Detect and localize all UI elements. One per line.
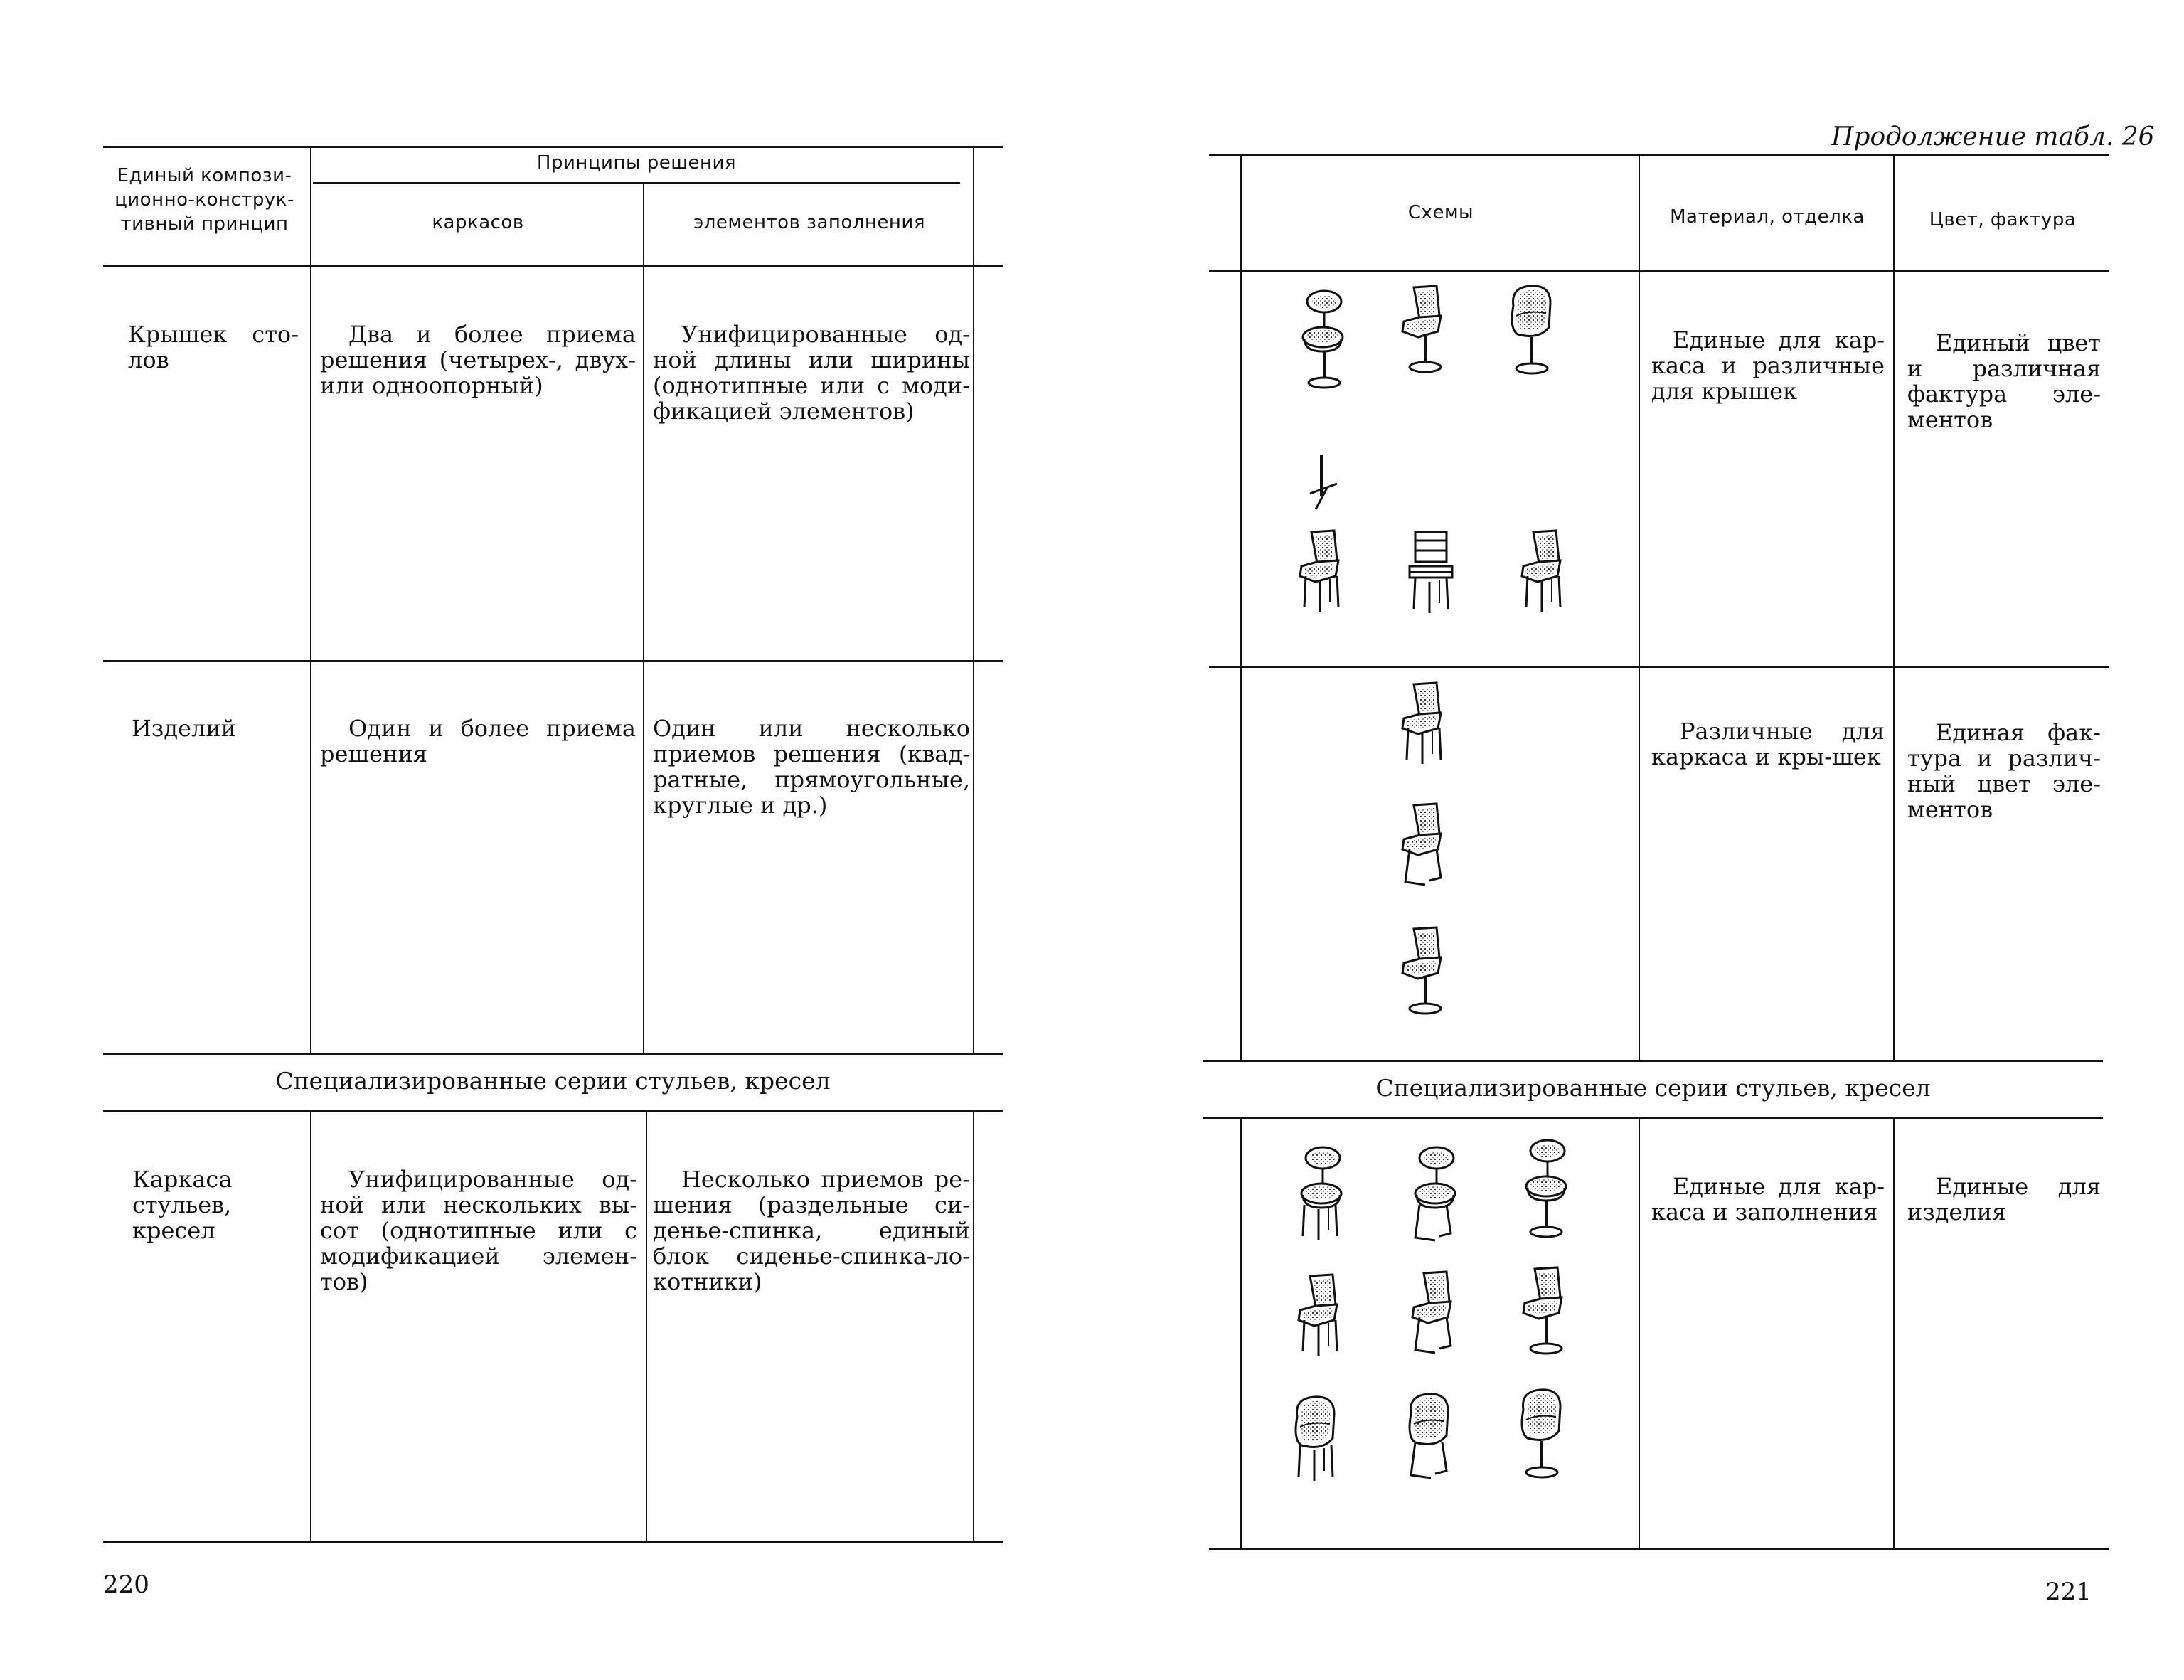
col-divider-1 bbox=[310, 146, 311, 1053]
row1-principle: Крышек сто-лов bbox=[128, 321, 299, 373]
sled-chair-icon bbox=[1398, 802, 1455, 909]
row2-principle: Изделий bbox=[132, 715, 236, 742]
chair-sled-icon bbox=[1408, 1270, 1465, 1377]
slatted-chair-icon bbox=[1407, 529, 1464, 636]
table-top-rule bbox=[103, 146, 1003, 148]
r-section-title: Специализированные серии стульев, кресел bbox=[1375, 1074, 1931, 1102]
r-section-color: Единые для изделия bbox=[1907, 1173, 2101, 1226]
section-row-principle: Каркаса стульев, кресел bbox=[132, 1166, 233, 1244]
stool-sled-icon bbox=[1408, 1145, 1465, 1259]
r-section-material: Единые для кар-каса и заполнения bbox=[1651, 1173, 1885, 1226]
armchair-pedestal-icon bbox=[1516, 1388, 1573, 1502]
pedestal-chair-icon bbox=[1398, 285, 1455, 398]
r-header-schemes: Схемы bbox=[1407, 202, 1474, 223]
table-bottom-rule bbox=[103, 1541, 1003, 1543]
row1-frames: Два и более приема решения (четырех-, двух- или одноопорный) bbox=[320, 321, 636, 399]
col-divider-1b bbox=[310, 1110, 311, 1541]
row1-fill: Унифицированные од-ной длины или ширины (однотипные или с моди-фикацией элементов) bbox=[653, 321, 970, 425]
section-top-rule bbox=[103, 1053, 1003, 1055]
stool-four-leg-icon bbox=[1294, 1145, 1351, 1259]
header-bottom-rule bbox=[103, 265, 1003, 267]
r-col-divider-3 bbox=[1893, 154, 1895, 1060]
r-header-material: Материал, отделка bbox=[1670, 206, 1865, 228]
r-col-divider-2b bbox=[1639, 1117, 1640, 1548]
r-row1-material: Единые для кар-каса и различные для крышек bbox=[1651, 326, 1885, 405]
stool-chair-icon bbox=[1296, 289, 1353, 403]
pedestal-chair-icon bbox=[1398, 926, 1455, 1033]
four-leg-chair-icon bbox=[1518, 529, 1575, 636]
armchair-sled-icon bbox=[1404, 1393, 1461, 1499]
section-row-fill: Несколько приемов ре-шения (раздельные си-денье-спинка, единый блок сиденье-спинка-ло-котники) bbox=[653, 1166, 970, 1295]
section-bottom-rule bbox=[103, 1110, 1003, 1112]
section-title: Специализированные серии стульев, кресел bbox=[275, 1067, 831, 1095]
row-divider bbox=[103, 660, 1003, 662]
r-col-divider-1 bbox=[1240, 154, 1242, 1060]
four-leg-chair-icon bbox=[1398, 681, 1455, 788]
col-divider-2 bbox=[643, 182, 644, 1053]
row2-fill: Один или несколько приемов решения (квад-ратные, прямоугольные, круглые и др.) bbox=[653, 715, 970, 819]
header-principle: Единый компози-ционно-конструк-тивный принцип bbox=[114, 165, 294, 235]
r-header-bottom-rule bbox=[1209, 270, 2109, 272]
four-leg-chair-icon bbox=[1296, 529, 1353, 636]
r-col-divider-1b bbox=[1240, 1117, 1242, 1548]
stool-pedestal-icon bbox=[1519, 1138, 1576, 1259]
col-divider-2b bbox=[646, 1110, 647, 1541]
r-section-top-rule bbox=[1203, 1060, 2103, 1062]
r-row-divider bbox=[1209, 666, 2109, 668]
r-header-color: Цвет, фактура bbox=[1929, 209, 2077, 230]
page-number-left: 220 bbox=[103, 1570, 149, 1599]
header-frames: каркасов bbox=[432, 212, 524, 233]
r-row2-color: Единая фак-тура и различ-ный цвет эле-ментов bbox=[1907, 719, 2101, 823]
pedestal-armchair-icon bbox=[1506, 285, 1563, 398]
row2-frames: Один и более приема решения bbox=[320, 715, 636, 767]
r-table-top-rule bbox=[1209, 154, 2109, 156]
col-divider-3 bbox=[973, 146, 974, 1053]
r-row1-color: Единый цвет и различная фактура эле-ментов bbox=[1907, 329, 2101, 433]
cross-base-icon bbox=[1306, 455, 1348, 512]
header-fill: элементов заполнения bbox=[693, 212, 925, 233]
r-col-divider-2 bbox=[1639, 154, 1640, 1060]
chair-pedestal-icon bbox=[1519, 1266, 1576, 1373]
chair-four-leg-icon bbox=[1294, 1273, 1351, 1380]
r-table-bottom-rule bbox=[1209, 1548, 2109, 1550]
col-divider-3b bbox=[973, 1110, 974, 1541]
r-section-bottom-rule bbox=[1203, 1117, 2103, 1119]
r-col-divider-3b bbox=[1893, 1117, 1895, 1548]
group-header-rule bbox=[313, 182, 960, 184]
continuation-caption: Продолжение табл. 26 bbox=[1831, 122, 2155, 151]
page-number-right: 221 bbox=[2045, 1578, 2092, 1606]
section-row-frames: Унифицированные од-ной или нескольких вы-сот (однотипные или с модификацией элемен-тов) bbox=[320, 1166, 637, 1295]
armchair-four-leg-icon bbox=[1290, 1395, 1347, 1502]
header-group: Принципы решения bbox=[536, 152, 737, 174]
r-row2-material: Различные для каркаса и кры-шек bbox=[1651, 718, 1885, 770]
